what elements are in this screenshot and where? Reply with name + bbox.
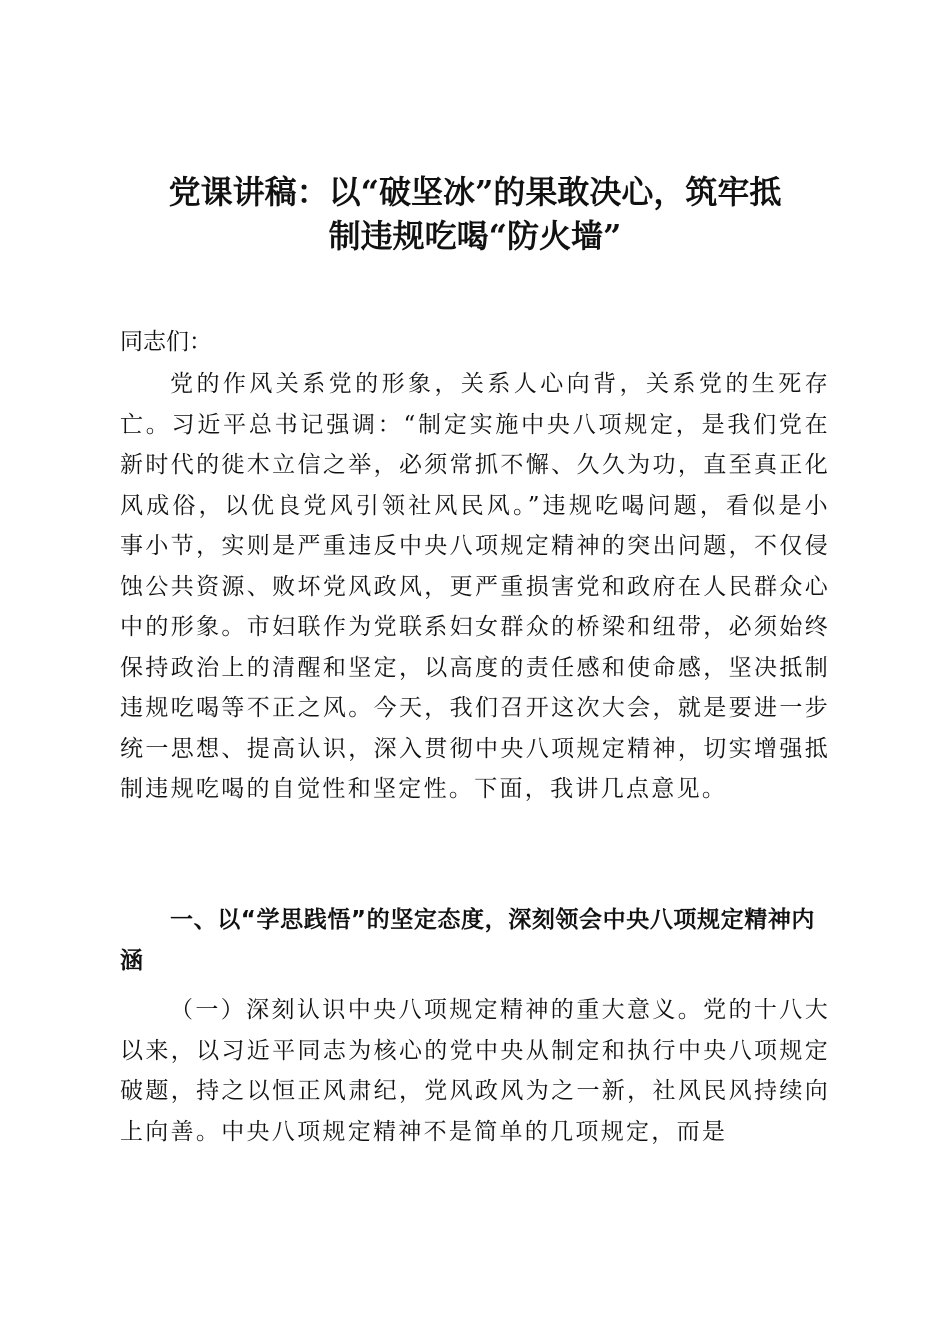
section-heading-1: 一、以“学思践悟”的坚定态度，深刻领会中央八项规定精神内涵 bbox=[120, 907, 816, 974]
title-line-1: 党课讲稿：以“破坚冰”的果敢决心，筑牢抵 bbox=[168, 173, 782, 211]
salutation: 同志们： bbox=[120, 329, 212, 355]
paragraph-intro: 党的作风关系党的形象，关系人心向背，关系党的生死存亡。习近平总书记强调：“制定实施中央八项规定，是我们党在新时代的徙木立信之举，必须常抓不懈、久久为功，直至真正化风成俗，以优良党风引领社风民风。”违规吃喝问题，看似是小事小节，实则是严重违反中央八项规定精神的突出问题，不仅侵蚀公共资源、败坏党风政风，更严重损害党和政府在人民群众心中的形象。市妇联作为党联系妇女群众的桥梁和纽带，必须始终保持政治上的清醒和坚定，以高度的责任感和使命感，坚决抵制违规吃喝等不正之风。今天，我们召开这次大会，就是要进一步统一思想、提高认识，深入贯彻中央八项规定精神，切实增强抵制违规吃喝的自觉性和坚定性。下面，我讲几点意见。 bbox=[120, 371, 830, 802]
paragraph-section-1-1 bbox=[120, 990, 830, 1152]
title-line-2: 制违规吃喝“防火墙” bbox=[328, 217, 622, 255]
subheading-lead: （一）深刻认识中央八项规定精神的重大意义。 bbox=[170, 997, 704, 1023]
paragraph-body: 党的十八大以来，以习近平同志为核心的党中央从制定和执行中央八项规定破题，持之以恒正风肃纪，党风政风为之一新，社风民风持续向上向善。中央八项规定精神不是简单的几项规定，而是 bbox=[120, 997, 830, 1145]
document-title bbox=[110, 170, 840, 258]
